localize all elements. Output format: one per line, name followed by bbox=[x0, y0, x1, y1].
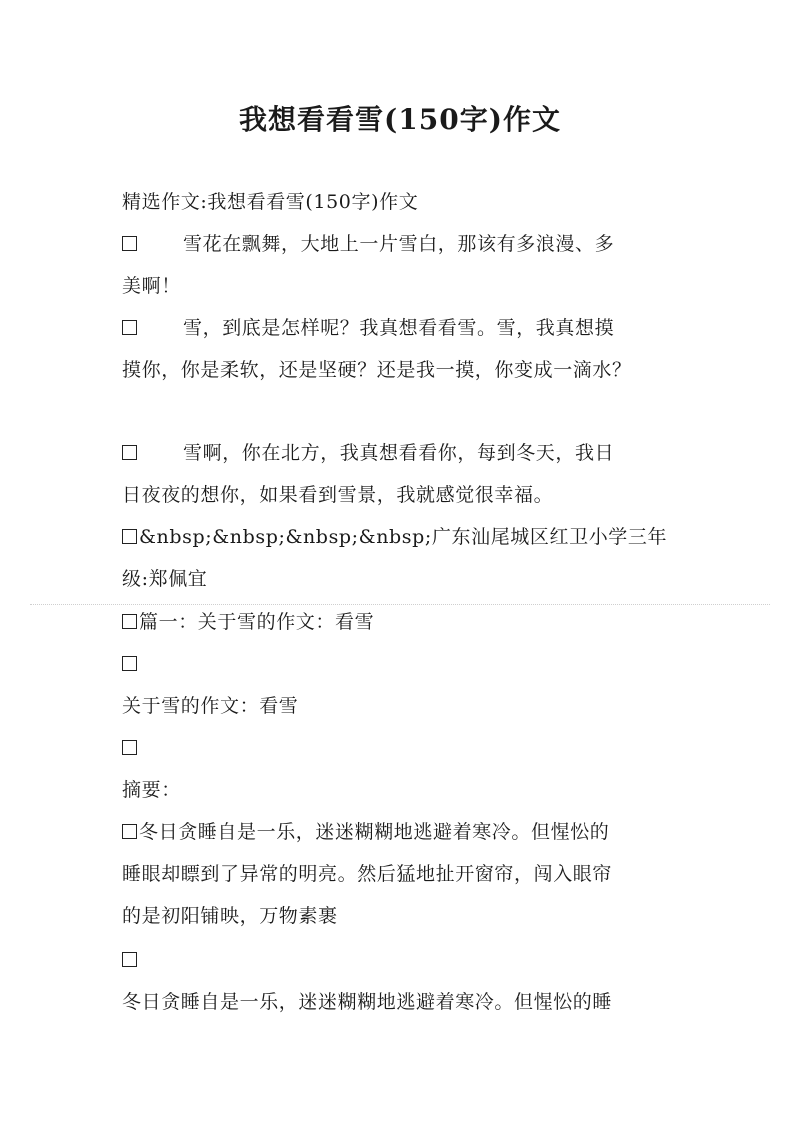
line-text: 雪，到底是怎样呢？我真想看看雪。雪，我真想摸 bbox=[183, 317, 615, 339]
checkbox-placeholder-icon bbox=[122, 656, 137, 671]
line-text: 雪花在飘舞，大地上一片雪白，那该有多浪漫、多 bbox=[183, 233, 615, 255]
line-text: 日夜夜的想你，如果看到雪景，我就感觉很幸福。 bbox=[122, 484, 554, 506]
document-title: 我想看看雪(150字)作文 bbox=[239, 103, 561, 136]
paragraph-line bbox=[122, 862, 662, 886]
page-divider bbox=[30, 604, 770, 605]
line-text: 篇一：关于雪的作文：看雪 bbox=[139, 611, 375, 633]
line-text: 关于雪的作文：看雪 bbox=[122, 695, 299, 717]
line-text: 冬日贪睡自是一乐，迷迷糊糊地逃避着寒冷。但惺忪的 bbox=[139, 821, 610, 843]
empty-line bbox=[122, 736, 662, 760]
checkbox-placeholder-icon bbox=[122, 445, 137, 460]
paragraph-line bbox=[122, 441, 662, 465]
paragraph-line bbox=[122, 904, 662, 928]
abstract-label bbox=[122, 778, 662, 802]
line-text: 美啊！ bbox=[122, 275, 181, 297]
checkbox-placeholder-icon bbox=[122, 824, 137, 839]
line-text: 雪啊，你在北方，我真想看看你，每到冬天，我日 bbox=[183, 442, 615, 464]
checkbox-placeholder-icon bbox=[122, 614, 137, 629]
empty-line bbox=[122, 948, 662, 972]
author-line bbox=[122, 567, 662, 591]
line-text: 的是初阳铺映，万物素裹 bbox=[122, 905, 338, 927]
line-text: 睡眼却瞟到了异常的明亮。然后猛地扯开窗帘，闯入眼帘 bbox=[122, 863, 613, 885]
section-heading bbox=[122, 610, 662, 634]
subtitle-line bbox=[122, 190, 662, 214]
paragraph-line bbox=[122, 358, 662, 382]
paragraph-line bbox=[122, 274, 662, 298]
checkbox-placeholder-icon bbox=[122, 320, 137, 335]
paragraph-line bbox=[122, 990, 662, 1014]
line-text: &nbsp;&nbsp;&nbsp;&nbsp;广东汕尾城区红卫小学三年 bbox=[139, 526, 668, 548]
line-text: 冬日贪睡自是一乐，迷迷糊糊地逃避着寒冷。但惺忪的睡 bbox=[122, 991, 613, 1013]
checkbox-placeholder-icon bbox=[122, 952, 137, 967]
paragraph-line bbox=[122, 820, 662, 844]
checkbox-placeholder-icon bbox=[122, 529, 137, 544]
line-text: 摸你，你是柔软，还是坚硬？还是我一摸，你变成一滴水？ bbox=[122, 359, 632, 381]
checkbox-placeholder-icon bbox=[122, 236, 137, 251]
author-line bbox=[122, 525, 668, 549]
paragraph-line bbox=[122, 483, 662, 507]
line-text: 摘要： bbox=[122, 779, 181, 801]
empty-line bbox=[122, 652, 662, 676]
paragraph-line bbox=[122, 694, 662, 718]
checkbox-placeholder-icon bbox=[122, 740, 137, 755]
paragraph-line bbox=[122, 232, 662, 256]
line-text: 级:郑佩宜 bbox=[122, 568, 208, 590]
line-text: 精选作文:我想看看雪(150字)作文 bbox=[122, 191, 419, 213]
paragraph-line bbox=[122, 316, 662, 340]
